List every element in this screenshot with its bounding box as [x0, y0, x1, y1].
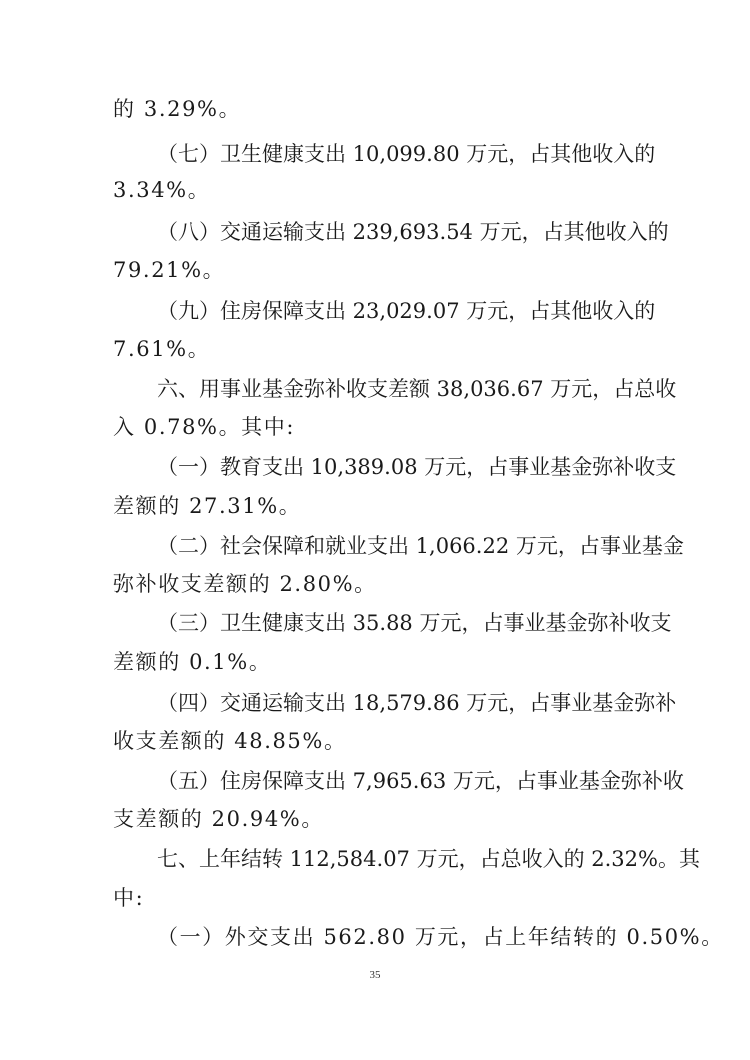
text-line: 差额的 27.31%。: [113, 494, 302, 518]
page-number: 35: [369, 969, 381, 981]
text-line: （一）教育支出 10,389.08 万元，占事业基金弥补收支: [157, 455, 677, 479]
text-line: （九）住房保障支出 23,029.07 万元，占其他收入的: [157, 299, 656, 323]
text-line: 3.34%。: [113, 178, 211, 202]
text-line: 收支差额的 48.85%。: [113, 729, 347, 753]
text-line: （一）外交支出 562.80 万元，占上年结转的 0.50%。: [157, 925, 724, 949]
text-line: （二）社会保障和就业支出 1,066.22 万元，占事业基金: [157, 534, 684, 558]
text-line: 79.21%。: [113, 258, 226, 282]
text-line: 7.61%。: [113, 337, 211, 361]
text-line: （四）交通运输支出 18,579.86 万元，占事业基金弥补: [157, 691, 677, 715]
text-line: 支差额的 20.94%。: [113, 807, 324, 831]
text-line: 差额的 0.1%。: [113, 650, 272, 674]
text-line: （五）住房保障支出 7,965.63 万元，占事业基金弥补收: [157, 769, 684, 793]
text-line: （七）卫生健康支出 10,099.80 万元，占其他收入的: [157, 142, 656, 166]
text-line: 入 0.78%。其中:: [113, 415, 296, 439]
text-line: 弥补收支差额的 2.80%。: [113, 572, 377, 596]
text-line: （八）交通运输支出 239,693.54 万元，占其他收入的: [157, 220, 669, 244]
text-line: 中:: [113, 886, 145, 910]
text-line: 的 3.29%。: [113, 97, 242, 121]
text-line: 七、上年结转 112,584.07 万元，占总收入的 2.32%。其: [157, 847, 700, 871]
text-line: （三）卫生健康支出 35.88 万元，占事业基金弥补收支: [157, 611, 672, 635]
text-line: 六、用事业基金弥补收支差额 38,036.67 万元，占总收: [157, 377, 677, 401]
